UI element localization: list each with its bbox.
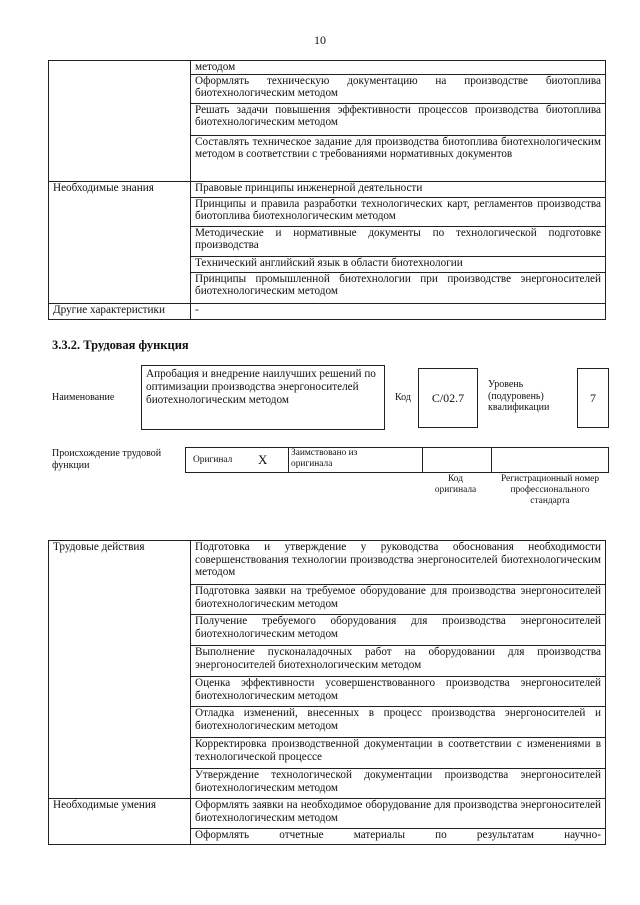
skill-row: Оформлять отчетные материалы по результатам научно- (191, 829, 606, 845)
level-value-box: 7 (577, 368, 609, 428)
knowledge-label: Необходимые знания (49, 181, 191, 303)
function-name-box: Апробация и внедрение наилучших решений по оптимизации производства энергоносителей биотехнологическим методом (141, 365, 385, 430)
knowledge-row: Технический английский язык в области биотехнологии (191, 256, 606, 272)
skill-row: Составлять техническое задание для производства биотоплива биотехнологическим методом в соответствии с требованиями нормативных документов (191, 135, 606, 181)
labor-action-row: Утверждение технологической документации производства энергоносителей биотехнологическим методом (191, 769, 606, 799)
divider (288, 448, 289, 472)
labor-action-row: Подготовка и утверждение у руководства обоснования необходимости совершенствования технологии производства энергоносителей биотехнологическим методом (191, 541, 606, 585)
other-characteristics-value: - (191, 303, 606, 319)
registration-number-caption: Регистрационный номер профессионального стандарта (500, 474, 600, 506)
original-label: Оригинал (193, 455, 233, 465)
section-title: 3.3.2. Трудовая функция (52, 338, 189, 352)
required-skills-label: Необходимые умения (49, 799, 191, 845)
labor-function-table (48, 540, 606, 845)
continued-table (48, 60, 606, 320)
knowledge-row: Правовые принципы инженерной деятельности (191, 181, 606, 197)
code-label: Код (395, 392, 411, 403)
name-label: Наименование (52, 392, 115, 403)
divider (491, 448, 492, 472)
labor-action-row: Корректировка производственной документации в соответствии с изменениями в технологической процессе (191, 738, 606, 769)
skill-row: методом (191, 61, 606, 75)
knowledge-row: Принципы промышленной биотехнологии при производстве энергоносителей биотехнологическим методом (191, 272, 606, 303)
original-code-caption: Код оригинала (434, 474, 477, 495)
origin-box (185, 447, 609, 473)
knowledge-row: Методические и нормативные документы по технологической подготовке производства (191, 226, 606, 256)
origin-label: Происхождение трудовой функции (52, 448, 162, 471)
skill-row: Оформлять заявки на необходимое оборудование для производства энергоносителей биотехнологическим методом (191, 799, 606, 829)
divider (422, 448, 423, 472)
knowledge-row: Принципы и правила разработки технологических карт, регламентов производства биотоплива биотехнологическим методом (191, 197, 606, 226)
skill-row: Оформлять техническую документацию на производстве биотоплива биотехнологическим методом (191, 74, 606, 103)
other-characteristics-label: Другие характеристики (49, 303, 191, 319)
original-mark: X (258, 452, 268, 467)
labor-action-row: Выполнение пусконаладочных работ на оборудовании для производства энергоносителей биотехнологическим методом (191, 646, 606, 677)
labor-action-row: Отладка изменений, внесенных в процесс производства энергоносителей и биотехнологическим методом (191, 707, 606, 738)
page-number: 10 (314, 33, 326, 47)
labor-action-row: Оценка эффективности усовершенствованного производства энергоносителей биотехнологическим методом (191, 677, 606, 707)
level-label: Уровень (подуровень) квалификации (488, 379, 550, 413)
skill-row: Решать задачи повышения эффективности процессов производства биотоплива биотехнологическим методом (191, 103, 606, 135)
skills-label-cell (49, 61, 191, 182)
labor-action-row: Получение требуемого оборудования для производства энергоносителей биотехнологическим методом (191, 615, 606, 646)
code-value-box: С/02.7 (418, 368, 478, 428)
labor-action-row: Подготовка заявки на требуемое оборудование для производства энергоносителей биотехнологическим методом (191, 585, 606, 615)
borrowed-label: Заимствовано из оригинала (291, 448, 358, 469)
labor-actions-label: Трудовые действия (49, 541, 191, 799)
